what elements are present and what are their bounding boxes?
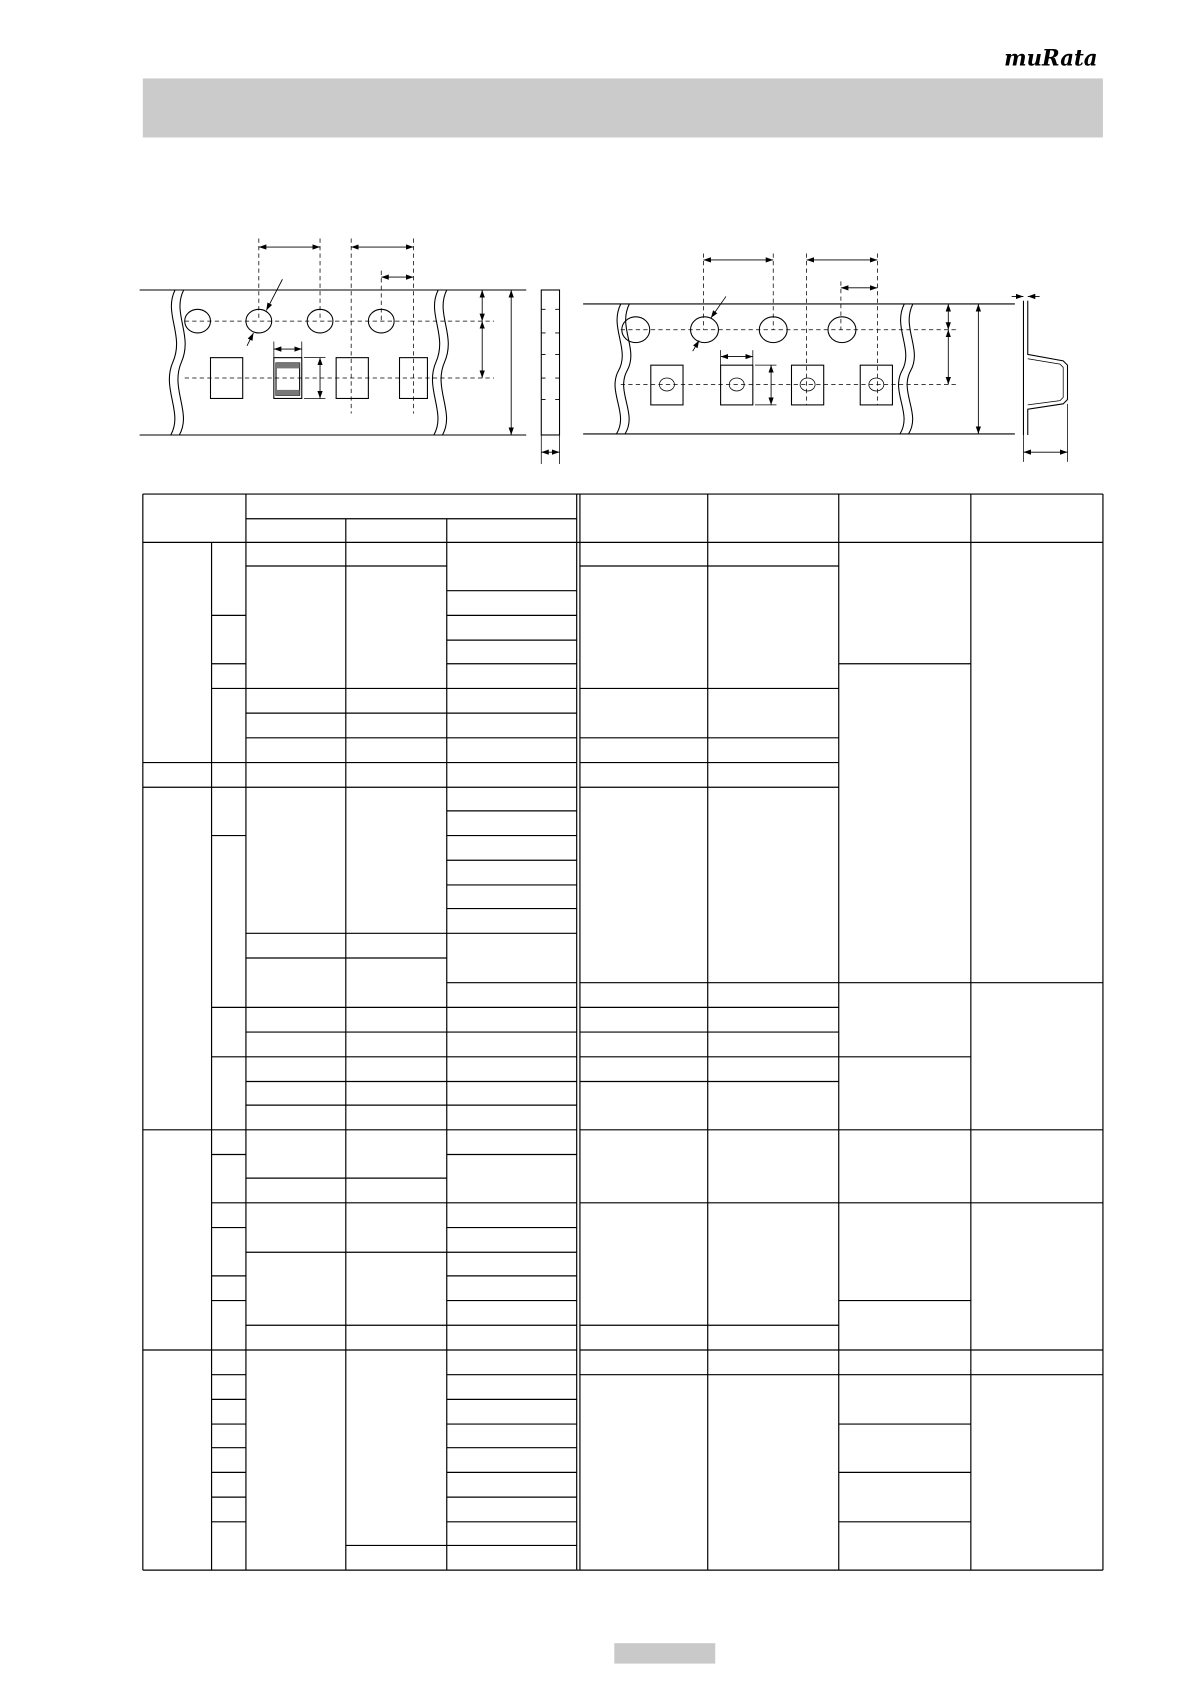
murata-logo: muRata: [1004, 45, 1098, 72]
hole-diameter-leader: [693, 340, 699, 351]
spec-table: [143, 494, 1103, 1570]
tape-break-line: [441, 290, 448, 435]
hole-diameter-leader: [247, 333, 253, 346]
hole-diameter-leader: [266, 279, 282, 310]
header-bar: [143, 78, 1103, 137]
embossed-cavity: [860, 365, 892, 405]
tape-break-line: [899, 304, 906, 434]
chip-terminal: [276, 363, 300, 368]
embossed-tape-diagram: [583, 253, 1067, 461]
tape-break-line: [432, 290, 439, 435]
pocket-inner-profile: [1028, 359, 1063, 405]
tape-break-line: [624, 304, 631, 434]
chip-terminal: [276, 390, 300, 395]
embossed-cavity: [721, 365, 753, 405]
tape-break-line: [169, 290, 176, 435]
tape-break-line: [907, 304, 914, 434]
tape-break-line: [615, 304, 622, 434]
page-number-box: [614, 1643, 715, 1663]
pocket-profile: [1028, 301, 1068, 435]
tape-side-profile: [541, 290, 559, 435]
paper-tape-diagram: [140, 238, 560, 464]
embossed-cavity: [791, 365, 823, 405]
hole-diameter-leader: [711, 296, 726, 317]
tape-break-line: [178, 290, 185, 435]
embossed-cavity: [651, 365, 683, 405]
